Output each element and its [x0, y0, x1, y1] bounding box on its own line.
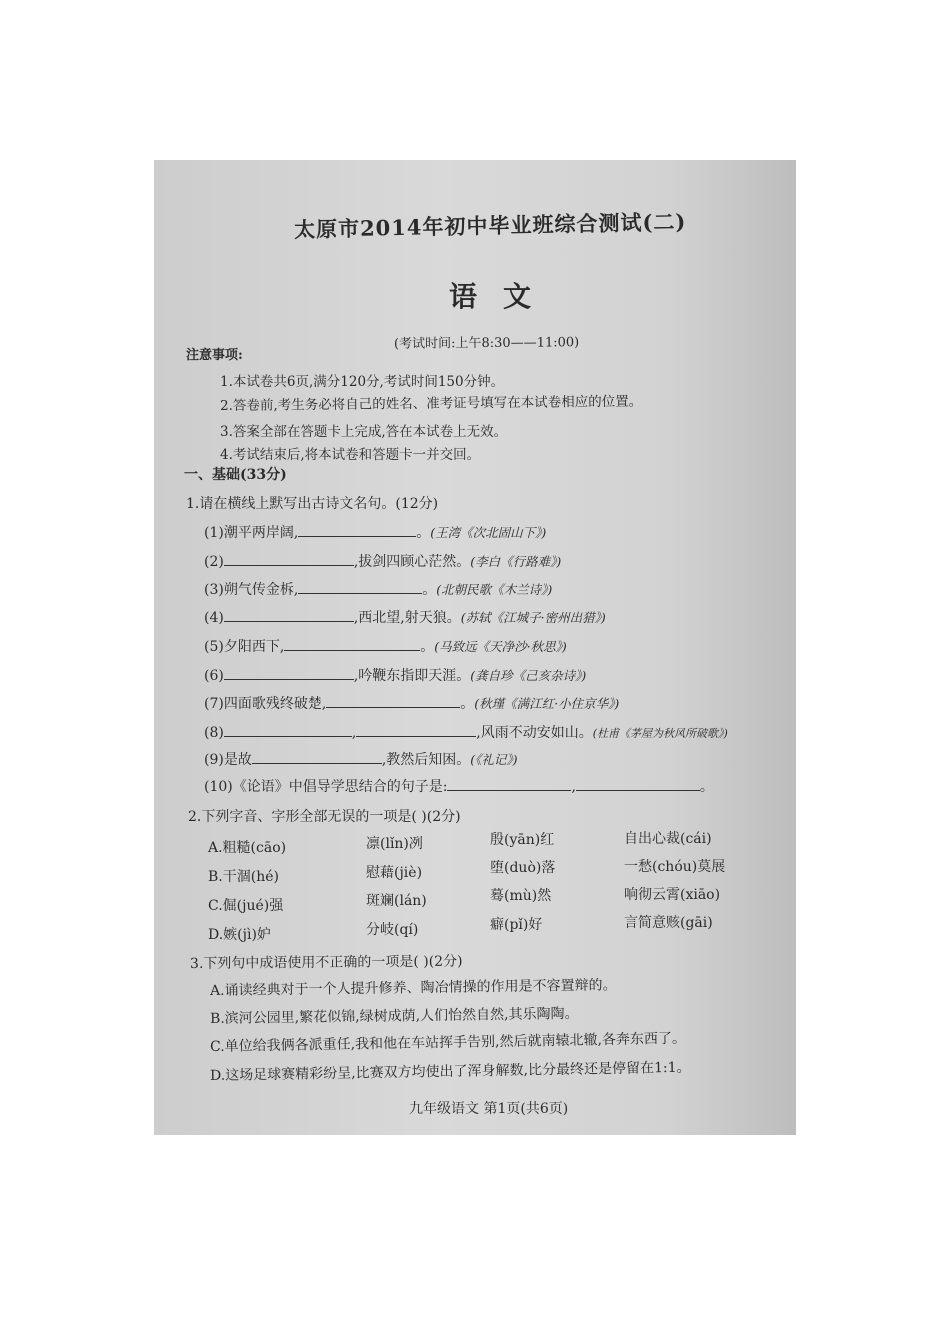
- answer-blank: [576, 778, 700, 791]
- recite-item: (2) ,拔剑四顾心茫然。(李白《行路难》): [204, 554, 562, 570]
- recite-item: (6) ,吟鞭东指即天涯。(龚自珍《己亥杂诗》): [204, 668, 587, 684]
- answer-blank: [356, 724, 476, 737]
- recite-item: (3)朔气传金柝, 。(北朝民歌《木兰诗》): [204, 582, 553, 598]
- section-heading: 一、基础(33分): [184, 467, 287, 483]
- answer-blank: [224, 724, 352, 737]
- option-cell: 蓦(mù)然: [490, 888, 552, 904]
- notice-heading: 注意事项:: [186, 348, 243, 363]
- recite-item: (1)潮平两岸阔, 。(王湾《次北固山下》): [204, 525, 547, 541]
- option-cell: 斑斓(lán): [366, 893, 427, 909]
- recite-item: (8) , ,风雨不动安如山。(杜甫《茅屋为秋风所破歌》): [204, 725, 728, 741]
- option-cell: 一愁(chóu)莫展: [624, 859, 726, 875]
- option-sentence: D.这场足球赛精彩纷呈,比赛双方均使出了浑身解数,比分最终还是停留在1:1。: [209, 1059, 691, 1084]
- option-cell: 凛(lǐn)冽: [366, 836, 423, 852]
- answer-blank: [298, 524, 416, 537]
- option-cell: 慰藉(jiè): [366, 865, 423, 881]
- option-sentence: B.滨河公园里,繁花似锦,绿树成荫,人们怡然自然,其乐陶陶。: [209, 1005, 579, 1027]
- option-cell: 言简意赅(gāi): [624, 915, 713, 931]
- option-cell: 殷(yān)红: [490, 832, 555, 848]
- option-cell: A.粗糙(cāo): [208, 840, 287, 856]
- option-cell: 自出心裁(cái): [624, 831, 712, 847]
- option-cell: D.嫉(jì)妒: [208, 927, 271, 943]
- answer-blank: [326, 695, 460, 708]
- exam-time: (考试时间:上午8:30——11:00): [393, 335, 580, 352]
- option-sentence: C.单位给我俩各派重任,我和他在车站挥手告别,然后就南辕北辙,各奔东西了。: [209, 1030, 687, 1055]
- question-2-stem: 2.下列字音、字形全部无误的一项是( )(2分): [188, 809, 461, 825]
- recite-item: (10)《论语》中倡导学思结合的句子是: , 。: [204, 779, 714, 795]
- exam-title: 太原市2014年初中毕业班综合测试(二): [293, 208, 687, 243]
- recite-item: (4) ,西北望,射天狼。(苏轼《江城子·密州出猎》): [204, 610, 606, 626]
- answer-blank: [224, 553, 354, 566]
- notice-item: 1.本试卷共6页,满分120分,考试时间150分钟。: [220, 374, 505, 390]
- option-sentence: A.诵读经典对于一个人提升修养、陶冶情操的作用是不容置辩的。: [209, 977, 617, 999]
- answer-blank: [224, 667, 354, 680]
- notice-item: 4.考试结束后,将本试卷和答题卡一并交回。: [220, 447, 481, 463]
- option-cell: C.倔(jué)强: [208, 898, 284, 914]
- exam-paper: [154, 160, 796, 1135]
- recite-item: (7)四面歌残终破楚, 。(秋瑾《满江红·小住京华》): [204, 696, 620, 712]
- option-cell: 响彻云霄(xiāo): [624, 887, 721, 903]
- option-cell: 堕(duò)落: [490, 860, 556, 876]
- question-3-stem: 3.下列句中成语使用不正确的一项是( )(2分): [189, 953, 463, 972]
- notice-item: 2.答卷前,考生务必将自己的姓名、准考证号填写在本试卷相应的位置。: [219, 393, 643, 414]
- recite-item: (9)是故 ,教然后知困。(《礼记》): [204, 752, 518, 768]
- recite-item: (5)夕阳西下, 。(马致远《天净沙·秋思》): [204, 639, 567, 655]
- option-cell: B.干涸(hé): [208, 869, 279, 885]
- question-1-stem: 1.请在横线上默写出古诗文名句。(12分): [186, 496, 439, 512]
- option-cell: 分岐(qí): [366, 922, 419, 938]
- notice-item: 3.答案全部在答题卡上完成,答在本试卷上无效。: [220, 424, 508, 440]
- subject-heading: 语文: [449, 280, 558, 313]
- option-cell: 癖(pǐ)好: [490, 917, 543, 933]
- answer-blank: [224, 609, 354, 622]
- answer-blank: [252, 751, 382, 764]
- answer-blank: [284, 638, 420, 651]
- answer-blank: [298, 581, 422, 594]
- page-footer: 九年级语文 第1页(共6页): [409, 1101, 569, 1117]
- answer-blank: [447, 778, 571, 791]
